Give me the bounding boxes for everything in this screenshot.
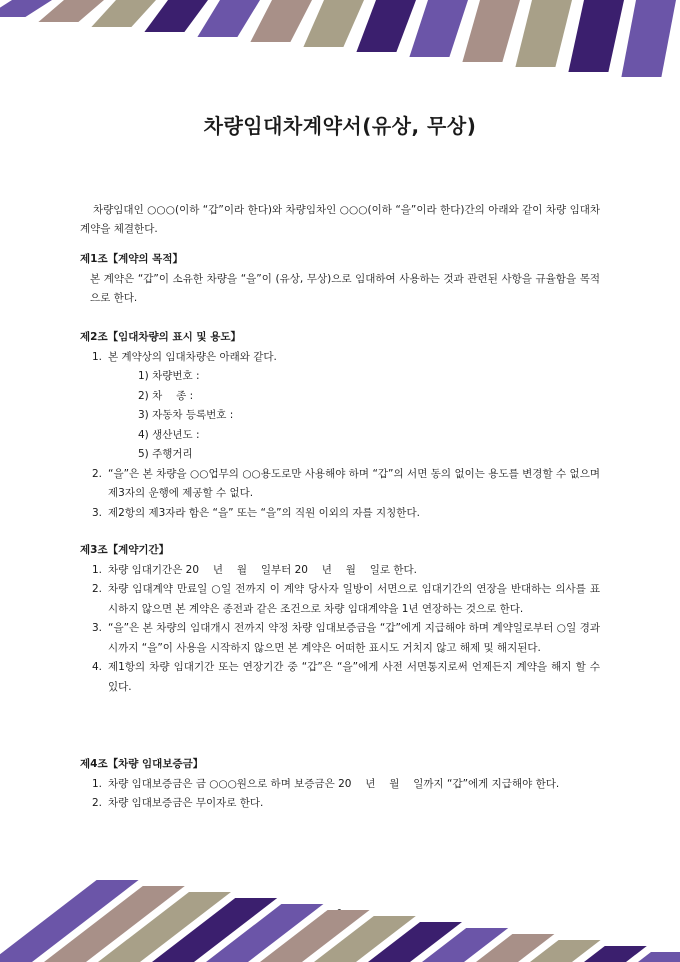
bottom-decorative-stripes <box>0 872 680 962</box>
item-number: 2. <box>92 583 103 595</box>
item-text: “을”은 본 차량의 임대개시 전까지 약정 차량 임대보증금을 “갑”에게 지급해야 하며 계약일로부터 ○일 경과 시까지 “을”이 사용을 시작하지 않으면 본 계약은 어떠한 표시도 거치지 않고 해제 및 해지된다. <box>108 622 600 654</box>
top-stripe <box>0 0 52 17</box>
list-item <box>80 794 600 814</box>
top-stripe <box>91 0 156 27</box>
list-item <box>80 580 600 619</box>
top-stripe <box>144 0 208 32</box>
article-4 <box>80 755 600 814</box>
item-number: 4. <box>92 661 103 673</box>
item-number: 1. <box>92 350 103 363</box>
sub-item-registration-number: 3) 자동차 등록번호 : <box>138 409 234 421</box>
item-number: 3. <box>92 622 103 634</box>
article-title: 제2조【임대차량의 표시 및 용도】 <box>80 331 241 343</box>
top-stripe <box>515 0 572 67</box>
article-1 <box>80 250 600 309</box>
item-number: 1. <box>92 777 103 790</box>
list-item <box>80 775 600 795</box>
sub-item-vehicle-type: 2) 차 종 : <box>138 389 194 402</box>
item-text: 차량 임대보증금은 금 ○○○원으로 하며 보증금은 20 년 월 일까지 “갑”에게 지급해야 한다. <box>108 777 560 790</box>
article-2 <box>80 328 600 523</box>
item-text: 차량 임대보증금은 무이자로 한다. <box>108 797 264 809</box>
intro-paragraph: 차량임대인 ○○○(이하 “갑”이라 한다)와 차량임차인 ○○○(이하 “을”이라 한다)간의 아래와 같이 차량 임대차계약을 체결한다. <box>80 203 600 235</box>
item-number: 2. <box>92 467 103 480</box>
item-number: 2. <box>92 797 103 809</box>
top-stripe <box>568 0 624 72</box>
sub-item-vehicle-number: 1) 차량번호 : <box>138 370 200 382</box>
article-title: 제4조【차량 임대보증금】 <box>80 758 204 770</box>
sub-item-production-year: 4) 생산년도 : <box>138 428 200 441</box>
list-item <box>80 658 600 697</box>
item-text: 차량 임대기간은 20 년 월 일부터 20 년 월 일로 한다. <box>108 563 418 576</box>
top-stripe <box>462 0 520 62</box>
article-body: 본 계약은 “갑”이 소유한 차량을 “을”이 (유상, 무상)으로 임대하여 사용하는 것과 관련된 사항을 규율함을 목적으로 한다. <box>90 272 600 304</box>
list-item <box>80 619 600 658</box>
sub-item-mileage: 5) 주행거리 <box>138 448 193 460</box>
item-number: 3. <box>92 506 103 519</box>
item-number: 1. <box>92 563 103 576</box>
top-stripe <box>409 0 468 57</box>
item-text: 차량 임대계약 만료일 ○일 전까지 이 계약 당사자 일방이 서면으로 임대기간의 연장을 반대하는 의사를 표시하지 않으면 본 계약은 종전과 같은 조건으로 차량 임대계약을 1년 연장하는 것으로 한다. <box>108 583 600 615</box>
item-text: 제2항의 제3자라 함은 “을” 또는 “을”의 직원 이외의 자를 지칭한다. <box>108 506 420 519</box>
list-item <box>80 348 600 465</box>
top-decorative-stripes <box>0 0 680 85</box>
article-title: 제3조【계약기간】 <box>80 544 170 556</box>
top-stripe <box>250 0 312 42</box>
top-stripe <box>621 0 676 77</box>
list-item <box>80 465 600 504</box>
top-stripe <box>197 0 260 37</box>
item-text: “을”은 본 차량을 ○○업무의 ○○용도로만 사용해야 하며 “갑”의 서면 동의 없이는 용도를 변경할 수 없으며 제3자의 운행에 제공할 수 없다. <box>108 467 600 499</box>
item-text: 제1항의 차량 임대기간 또는 연장기간 중 “갑”은 “을”에게 사전 서면통지로써 언제든지 계약을 해지 할 수 있다. <box>108 661 600 693</box>
document-title: 차량임대차계약서(유상, 무상) <box>203 114 477 138</box>
item-text: 본 계약상의 임대차량은 아래와 같다. <box>108 350 277 363</box>
article-title: 제1조【계약의 목적】 <box>80 253 183 265</box>
top-stripe <box>38 0 104 22</box>
list-item <box>80 561 600 581</box>
top-stripe <box>303 0 364 47</box>
list-item <box>80 504 600 524</box>
bottom-stripe <box>638 952 680 962</box>
top-stripe <box>356 0 416 52</box>
bottom-stripe <box>584 946 647 962</box>
article-3 <box>80 541 600 697</box>
